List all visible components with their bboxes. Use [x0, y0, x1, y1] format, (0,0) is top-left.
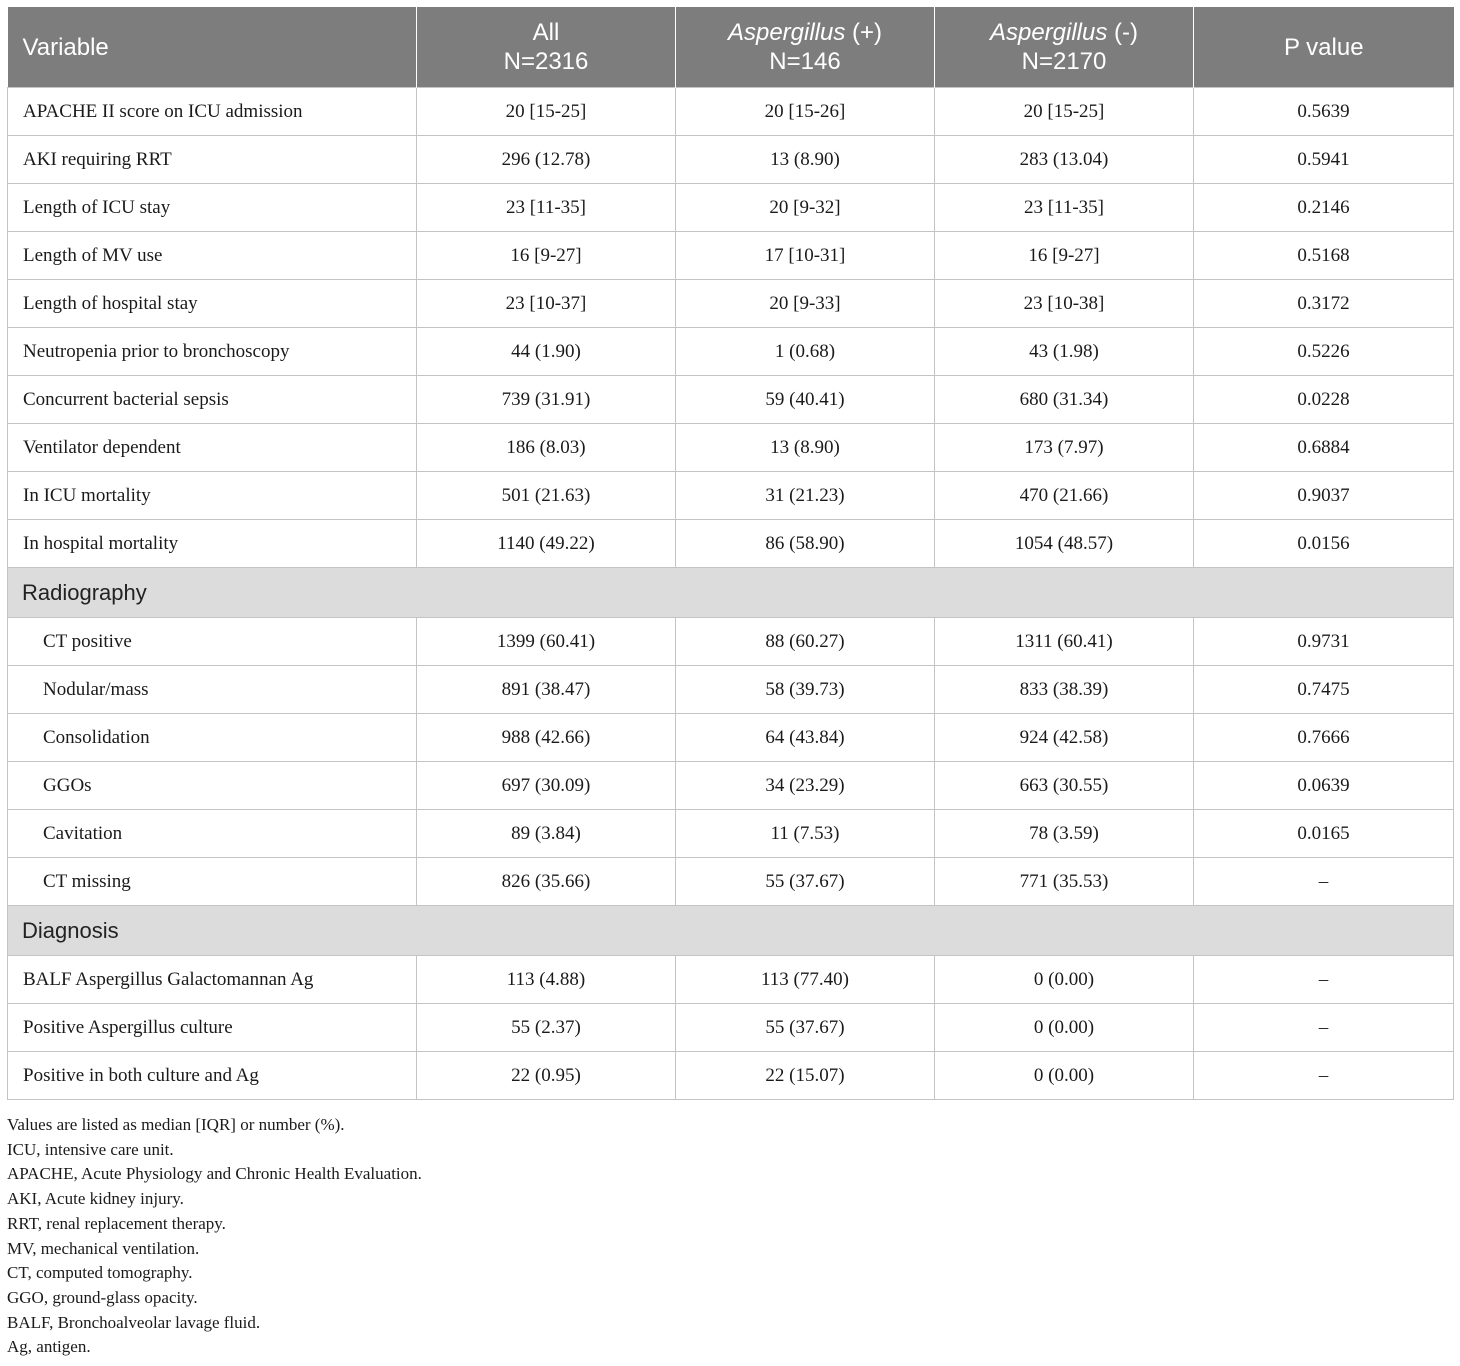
footnote-line: CT, computed tomography. [7, 1263, 193, 1283]
all-cell: 16 [9-27] [417, 232, 676, 280]
aspergillus-negative-cell: 23 [11-35] [935, 184, 1194, 232]
aspergillus-positive-cell: 113 (77.40) [676, 956, 935, 1004]
aspergillus-negative-cell: 0 (0.00) [935, 1052, 1194, 1100]
radiography-section-row [8, 568, 1454, 618]
variable-cell: Ventilator dependent [8, 424, 417, 472]
all-cell: 44 (1.90) [417, 328, 676, 376]
asp-pos-header-label [676, 18, 934, 47]
all-column-header [417, 7, 676, 88]
p-value-cell: 0.0165 [1194, 810, 1454, 858]
aspergillus-negative-cell: 680 (31.34) [935, 376, 1194, 424]
p-value-cell: 0.0228 [1194, 376, 1454, 424]
p-value-column-header: P value [1194, 7, 1454, 88]
variable-cell: Cavitation [8, 810, 417, 858]
p-value-cell: 0.6884 [1194, 424, 1454, 472]
p-value-cell: 0.5168 [1194, 232, 1454, 280]
footnote-line: ICU, intensive care unit. [7, 1139, 174, 1159]
table-row [8, 136, 1454, 184]
variable-cell: Concurrent bacterial sepsis [8, 376, 417, 424]
aspergillus-negative-cell: 16 [9-27] [935, 232, 1194, 280]
diagnosis-section-title: Diagnosis [8, 906, 1454, 956]
all-header-n: N=2316 [503, 48, 589, 75]
all-cell: 23 [11-35] [417, 184, 676, 232]
aspergillus-positive-cell: 31 (21.23) [676, 472, 935, 520]
all-cell: 1399 (60.41) [417, 618, 676, 666]
all-cell: 697 (30.09) [417, 762, 676, 810]
footnote-line: GGO, ground-glass opacity. [7, 1287, 198, 1307]
footnote-line: RRT, renal replacement therapy. [7, 1213, 226, 1233]
variable-cell: Consolidation [8, 714, 417, 762]
table-row [8, 666, 1454, 714]
variable-cell: Length of hospital stay [8, 280, 417, 328]
all-cell: 891 (38.47) [417, 666, 676, 714]
p-value-cell: – [1194, 956, 1454, 1004]
p-value-cell: 0.9037 [1194, 472, 1454, 520]
p-value-cell: 0.9731 [1194, 618, 1454, 666]
table-body [8, 88, 1454, 1100]
all-cell: 296 (12.78) [417, 136, 676, 184]
variable-column-header: Variable [8, 7, 417, 88]
variable-cell: CT missing [8, 858, 417, 906]
footnote-line: Values are listed as median [IQR] or number (%). [7, 1115, 345, 1134]
table-row [8, 956, 1454, 1004]
aspergillus-positive-cell: 86 (58.90) [676, 520, 935, 568]
variable-cell: Length of ICU stay [8, 184, 417, 232]
aspergillus-positive-cell: 1 (0.68) [676, 328, 935, 376]
asp-pos-header-n: N=146 [769, 48, 841, 75]
data-table [7, 7, 1454, 1100]
p-value-cell: – [1194, 858, 1454, 906]
aspergillus-positive-cell: 58 (39.73) [676, 666, 935, 714]
asp-neg-header-label [935, 18, 1193, 47]
asp-pos-header-italic: Aspergillus [727, 19, 846, 46]
all-cell: 826 (35.66) [417, 858, 676, 906]
p-value-cell: – [1194, 1052, 1454, 1100]
p-value-cell: 0.0639 [1194, 762, 1454, 810]
aspergillus-negative-cell: 23 [10-38] [935, 280, 1194, 328]
all-cell: 501 (21.63) [417, 472, 676, 520]
table-row [8, 618, 1454, 666]
variable-cell: In ICU mortality [8, 472, 417, 520]
all-cell: 55 (2.37) [417, 1004, 676, 1052]
aspergillus-positive-cell: 55 (37.67) [676, 858, 935, 906]
aspergillus-positive-cell: 17 [10-31] [676, 232, 935, 280]
p-value-cell: 0.7666 [1194, 714, 1454, 762]
aspergillus-negative-cell: 1054 (48.57) [935, 520, 1194, 568]
p-value-cell: 0.5226 [1194, 328, 1454, 376]
all-cell: 739 (31.91) [417, 376, 676, 424]
table-row [8, 858, 1454, 906]
p-value-cell: 0.2146 [1194, 184, 1454, 232]
variable-cell: Positive in both culture and Ag [8, 1052, 417, 1100]
aspergillus-negative-cell: 1311 (60.41) [935, 618, 1194, 666]
table-row [8, 520, 1454, 568]
footnote-line: BALF, Bronchoalveolar lavage fluid. [7, 1312, 261, 1332]
aspergillus-negative-cell: 470 (21.66) [935, 472, 1194, 520]
table-row [8, 328, 1454, 376]
asp-neg-header-n: N=2170 [1021, 48, 1107, 75]
aspergillus-negative-cell: 0 (0.00) [935, 956, 1194, 1004]
all-cell: 988 (42.66) [417, 714, 676, 762]
aspergillus-negative-cell: 43 (1.98) [935, 328, 1194, 376]
diagnosis-section-row [8, 906, 1454, 956]
aspergillus-negative-cell: 663 (30.55) [935, 762, 1194, 810]
all-header-label: All [532, 19, 560, 46]
aspergillus-positive-cell: 22 (15.07) [676, 1052, 935, 1100]
table-row [8, 714, 1454, 762]
all-cell: 186 (8.03) [417, 424, 676, 472]
p-value-cell: – [1194, 1004, 1454, 1052]
table-row [8, 376, 1454, 424]
p-value-cell: 0.0156 [1194, 520, 1454, 568]
variable-cell: Nodular/mass [8, 666, 417, 714]
table-row [8, 184, 1454, 232]
aspergillus-negative-cell: 771 (35.53) [935, 858, 1194, 906]
aspergillus-positive-cell: 64 (43.84) [676, 714, 935, 762]
footnotes [7, 1113, 422, 1360]
all-cell: 89 (3.84) [417, 810, 676, 858]
table-row [8, 472, 1454, 520]
asp-neg-header-suffix: (-) [1114, 19, 1139, 46]
all-cell: 1140 (49.22) [417, 520, 676, 568]
aspergillus-negative-cell: 173 (7.97) [935, 424, 1194, 472]
footnote-line: APACHE, Acute Physiology and Chronic Health Evaluation. [7, 1164, 422, 1184]
footnote-line: Ag, antigen. [7, 1337, 91, 1357]
p-value-cell: 0.5941 [1194, 136, 1454, 184]
variable-cell: CT positive [8, 618, 417, 666]
aspergillus-negative-cell: 283 (13.04) [935, 136, 1194, 184]
aspergillus-positive-cell: 20 [9-32] [676, 184, 935, 232]
aspergillus-positive-cell: 13 (8.90) [676, 424, 935, 472]
p-value-cell: 0.3172 [1194, 280, 1454, 328]
asp-neg-header-italic: Aspergillus [989, 19, 1108, 46]
table-row [8, 232, 1454, 280]
variable-cell: In hospital mortality [8, 520, 417, 568]
aspergillus-positive-cell: 59 (40.41) [676, 376, 935, 424]
variable-cell: APACHE II score on ICU admission [8, 88, 417, 136]
variable-cell: Neutropenia prior to bronchoscopy [8, 328, 417, 376]
table-row [8, 88, 1454, 136]
aspergillus-negative-cell: 924 (42.58) [935, 714, 1194, 762]
table-row [8, 424, 1454, 472]
variable-cell: AKI requiring RRT [8, 136, 417, 184]
aspergillus-positive-cell: 34 (23.29) [676, 762, 935, 810]
table-row [8, 1004, 1454, 1052]
p-value-cell: 0.7475 [1194, 666, 1454, 714]
p-value-cell: 0.5639 [1194, 88, 1454, 136]
aspergillus-negative-column-header [935, 7, 1194, 88]
aspergillus-positive-cell: 13 (8.90) [676, 136, 935, 184]
variable-cell: Positive Aspergillus culture [8, 1004, 417, 1052]
variable-cell: GGOs [8, 762, 417, 810]
table-header [8, 7, 1454, 88]
aspergillus-positive-cell: 20 [15-26] [676, 88, 935, 136]
table-row [8, 762, 1454, 810]
asp-pos-header-suffix: (+) [852, 19, 883, 46]
aspergillus-positive-cell: 11 (7.53) [676, 810, 935, 858]
all-cell: 113 (4.88) [417, 956, 676, 1004]
aspergillus-positive-cell: 55 (37.67) [676, 1004, 935, 1052]
variable-cell: BALF Aspergillus Galactomannan Ag [8, 956, 417, 1004]
aspergillus-positive-column-header [676, 7, 935, 88]
aspergillus-negative-cell: 833 (38.39) [935, 666, 1194, 714]
aspergillus-positive-cell: 88 (60.27) [676, 618, 935, 666]
aspergillus-negative-cell: 0 (0.00) [935, 1004, 1194, 1052]
footnote-line: MV, mechanical ventilation. [7, 1238, 200, 1258]
footnote-line: AKI, Acute kidney injury. [7, 1189, 184, 1209]
table-row [8, 1052, 1454, 1100]
aspergillus-negative-cell: 78 (3.59) [935, 810, 1194, 858]
all-cell: 20 [15-25] [417, 88, 676, 136]
variable-cell: Length of MV use [8, 232, 417, 280]
aspergillus-negative-cell: 20 [15-25] [935, 88, 1194, 136]
aspergillus-positive-cell: 20 [9-33] [676, 280, 935, 328]
table-row [8, 280, 1454, 328]
all-cell: 23 [10-37] [417, 280, 676, 328]
radiography-section-title: Radiography [8, 568, 1454, 618]
header-row [8, 7, 1454, 88]
table-row [8, 810, 1454, 858]
all-cell: 22 (0.95) [417, 1052, 676, 1100]
